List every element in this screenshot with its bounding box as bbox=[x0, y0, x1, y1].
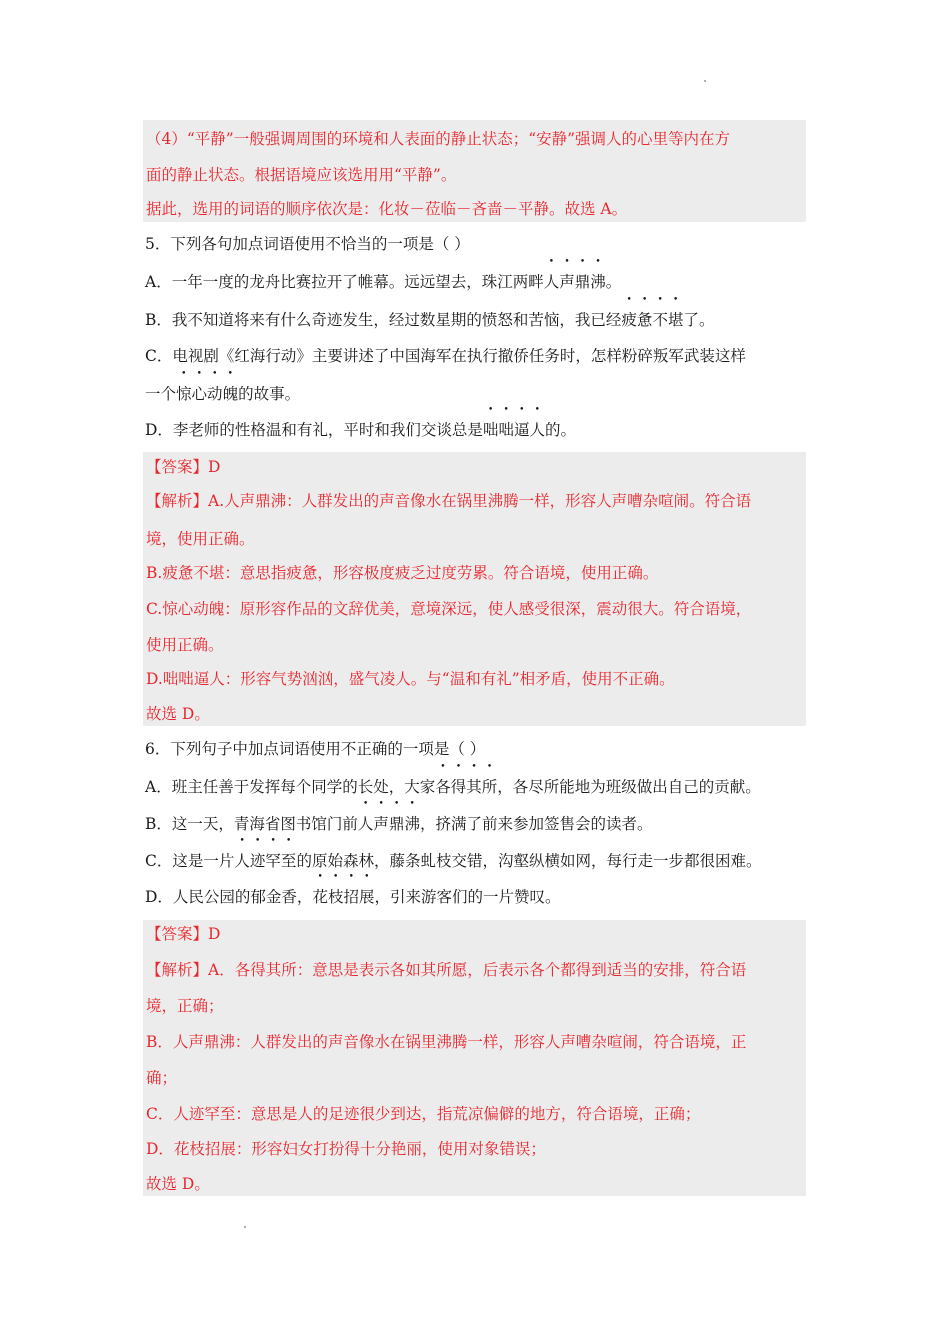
option-text: ，引来游客们的一片赞叹。 bbox=[374, 888, 561, 906]
emphasized-char: 疲 bbox=[621, 311, 637, 329]
footer-dot bbox=[244, 1226, 246, 1228]
emphasized-char: 声 bbox=[373, 815, 389, 833]
emphasized-char: 不 bbox=[652, 311, 668, 329]
option-text: B．这一天，青海省图书馆门前 bbox=[145, 815, 358, 833]
analysis-line: 面的静止状态。根据语境应该选用用“平静”。 bbox=[146, 166, 457, 184]
option-text: A．一年一度的龙舟比赛拉开了帷幕。远远望去，珠江两畔 bbox=[145, 273, 544, 291]
analysis-line: 故选 D。 bbox=[146, 1175, 210, 1193]
emphasized-char: 沸 bbox=[404, 815, 420, 833]
option-text: D．李老师的性格温和有礼，平时和我们交谈总是 bbox=[145, 421, 483, 439]
analysis-line: （4）“平静”一般强调周围的环境和人表面的静止状态；“安静”强调人的心里等内在方 bbox=[146, 130, 731, 148]
analysis-block-q5 bbox=[143, 452, 806, 726]
question-stem: 5．下列各句加点词语使用不恰当的一项是（ ） bbox=[145, 235, 470, 253]
analysis-block-prev bbox=[143, 120, 806, 222]
emphasized-char: 动 bbox=[207, 385, 223, 403]
option-text: A．班主任善于发挥每个同学的长处，大家 bbox=[145, 778, 436, 796]
analysis-line: 据此，选用的词语的顺序依次是：化妆－莅临－吝啬－平静。故选 A。 bbox=[146, 200, 628, 218]
question-6 bbox=[143, 726, 806, 920]
emphasized-char: 人 bbox=[234, 852, 250, 870]
emphasized-char: 心 bbox=[191, 385, 208, 403]
option-text: 一个 bbox=[145, 385, 177, 403]
emphasized-char: 沸 bbox=[590, 273, 606, 291]
analysis-line: D．花枝招展：形容妇女打扮得十分艳丽，使用对象错误； bbox=[146, 1140, 546, 1158]
option-text: 的。 bbox=[545, 421, 577, 439]
emphasized-char: 咄 bbox=[482, 421, 499, 439]
analysis-line: C.惊心动魄：原形容作品的文辞优美，意境深远，使人感受很深，震动很大。符合语境， bbox=[146, 600, 752, 618]
analysis-line: B.疲惫不堪：意思指疲惫，形容极度疲乏过度劳累。符合语境，使用正确。 bbox=[146, 564, 659, 582]
analysis-line: 境，正确； bbox=[146, 997, 224, 1015]
emphasized-char: 花 bbox=[312, 888, 328, 906]
analysis-line: 境，使用正确。 bbox=[146, 530, 255, 548]
emphasized-char: 鼎 bbox=[388, 815, 405, 833]
option-a bbox=[145, 272, 621, 292]
emphasized-char: 逼 bbox=[513, 421, 530, 439]
emphasized-char: 惊 bbox=[176, 385, 192, 403]
option-d bbox=[145, 887, 561, 907]
option-c: C．电视剧《红海行动》主要讲述了中国海军在执行撤侨任务时，怎样粉碎叛军武装这样 bbox=[145, 347, 746, 365]
emphasized-char: 所 bbox=[481, 778, 498, 796]
emphasized-char: 各 bbox=[435, 778, 451, 796]
option-text: 的故事。 bbox=[238, 385, 301, 403]
option-text: C．这是一片 bbox=[145, 852, 235, 870]
option-text: 了。 bbox=[683, 311, 715, 329]
analysis-line: 【解析】A．各得其所：意思是表示各如其所愿，后表示各个都得到适当的安排，符合语 bbox=[146, 961, 747, 979]
analysis-line: B．人声鼎沸：人群发出的声音像水在锅里沸腾一样，形容人声嘈杂喧闹，符合语境，正 bbox=[146, 1033, 747, 1051]
emphasized-char: 魄 bbox=[222, 385, 239, 403]
emphasized-char: 声 bbox=[559, 273, 575, 291]
answer-label: 【答案】D bbox=[146, 458, 221, 476]
emphasized-char: 堪 bbox=[667, 311, 684, 329]
option-a bbox=[145, 777, 761, 797]
emphasized-char: 罕 bbox=[265, 852, 281, 870]
option-text: ，各尽所能地为班级做出自己的贡献。 bbox=[497, 778, 761, 796]
emphasized-char: 惫 bbox=[636, 311, 653, 329]
emphasized-char: 枝 bbox=[327, 888, 344, 906]
option-b bbox=[145, 310, 714, 330]
analysis-line: 【解析】A.人声鼎沸：人群发出的声音像水在锅里沸腾一样，形容人声嘈杂喧闹。符合语 bbox=[146, 492, 752, 510]
answer-label: 【答案】D bbox=[146, 925, 221, 943]
emphasized-char: 人 bbox=[357, 815, 374, 833]
analysis-line: 使用正确。 bbox=[146, 636, 224, 654]
header-dot bbox=[704, 80, 706, 82]
analysis-block-q6 bbox=[143, 920, 806, 1196]
emphasized-char: 至 bbox=[280, 852, 297, 870]
option-text: ，挤满了前来参加签售会的读者。 bbox=[419, 815, 653, 833]
option-c bbox=[145, 851, 761, 871]
analysis-line: 确； bbox=[146, 1069, 178, 1087]
question-5 bbox=[143, 222, 806, 452]
analysis-line: C．人迹罕至：意思是人的足迹很少到达，指荒凉偏僻的地方，符合语境，正确； bbox=[146, 1105, 701, 1123]
option-text: 。 bbox=[605, 273, 622, 291]
option-c-cont bbox=[145, 384, 300, 404]
option-text: B．我不知道将来有什么奇迹发生，经过数星期的愤怒和苦恼，我已经 bbox=[145, 311, 622, 329]
option-d bbox=[145, 420, 576, 440]
emphasized-char: 其 bbox=[466, 778, 482, 796]
emphasized-char: 展 bbox=[358, 888, 375, 906]
emphasized-char: 人 bbox=[543, 273, 560, 291]
emphasized-char: 得 bbox=[450, 778, 467, 796]
emphasized-char: 鼎 bbox=[574, 273, 591, 291]
option-text: D．人民公园的郁金香， bbox=[145, 888, 313, 906]
emphasized-char: 招 bbox=[343, 888, 359, 906]
question-stem: 6．下列句子中加点词语使用不正确的一项是（ ） bbox=[145, 740, 486, 758]
option-b bbox=[145, 814, 652, 834]
emphasized-char: 咄 bbox=[498, 421, 514, 439]
emphasized-char: 人 bbox=[529, 421, 545, 439]
emphasized-char: 迹 bbox=[249, 852, 266, 870]
option-text: 的原始森林，藤条虬枝交错，沟壑纵横如网，每行走一步都很困难。 bbox=[296, 852, 762, 870]
analysis-line: 故选 D。 bbox=[146, 705, 210, 723]
analysis-line: D.咄咄逼人：形容气势汹汹，盛气凌人。与“温和有礼”相矛盾，使用不正确。 bbox=[146, 670, 675, 688]
